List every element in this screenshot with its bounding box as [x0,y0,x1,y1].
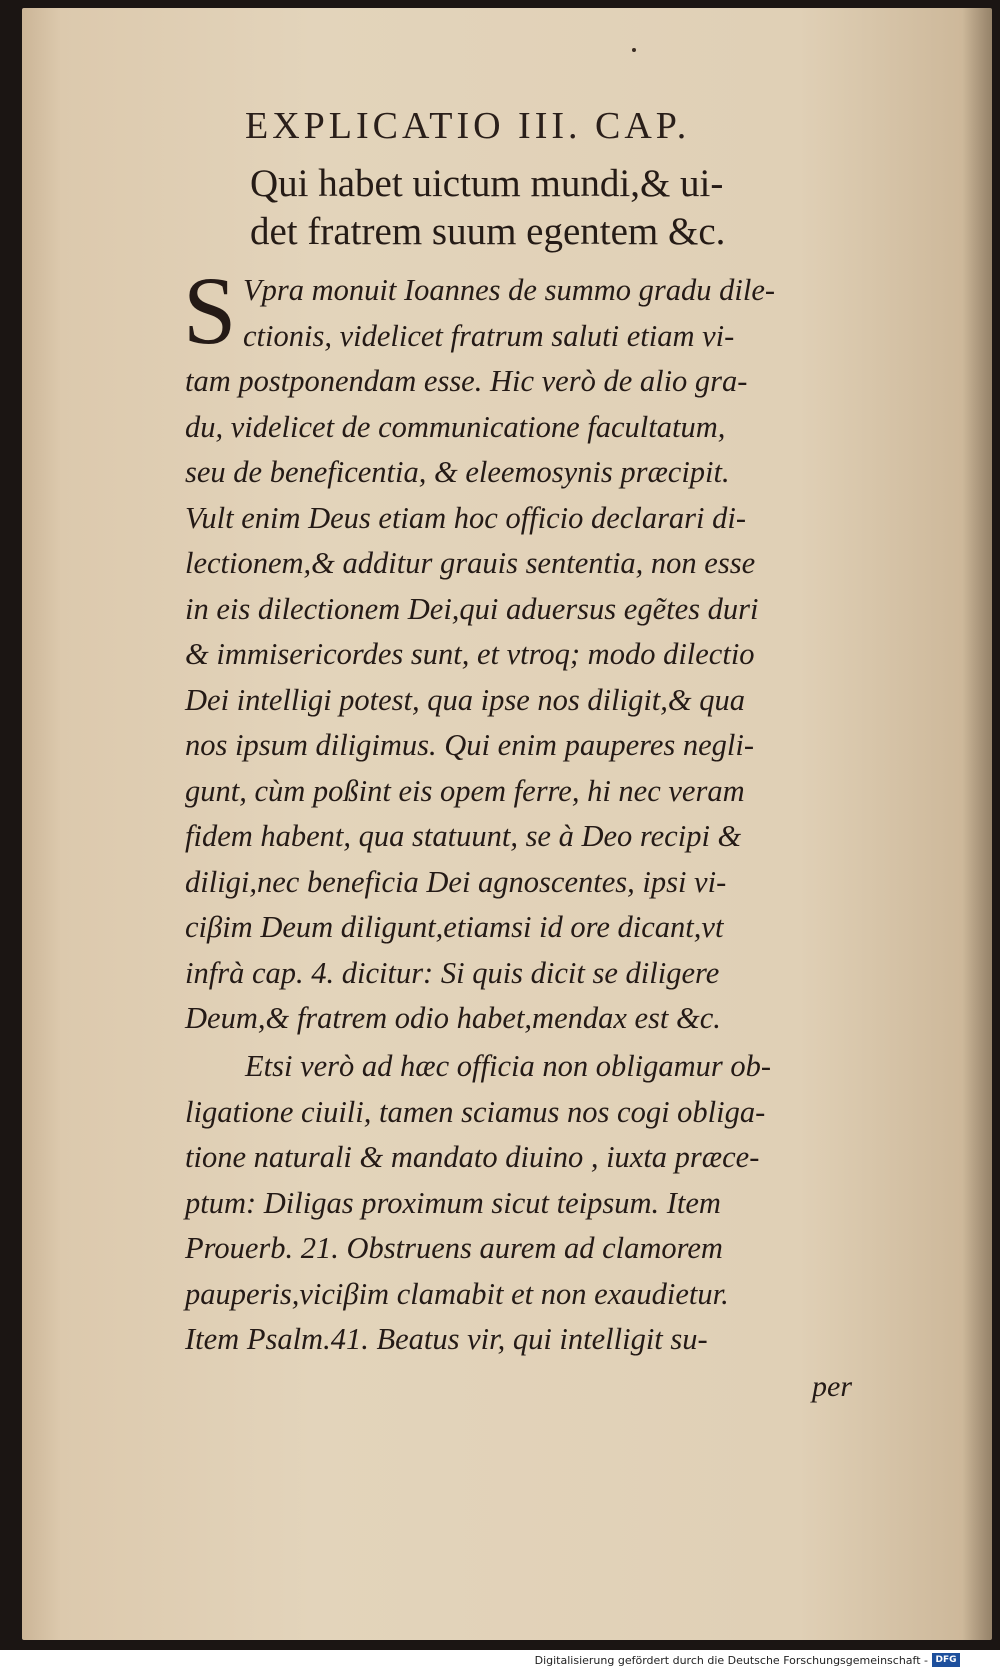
running-head: EXPLICATIO III. CAP. [245,105,691,147]
text-line: Deum,& fratrem odio habet,mendax est &c. [185,1001,721,1035]
text-line: infrà cap. 4. dicitur: Si quis dicit se diligere [185,955,720,990]
paragraph-1 [183,257,900,1042]
catchword: per [812,1370,852,1403]
text-line: du, videlicet de communicatione facultatum, [185,409,726,444]
text-line: ciβim Deum diligunt,etiamsi id ore dicant,vt [185,910,724,944]
text-line: Item Psalm.41. Beatus vir, qui intelligit su- [185,1322,708,1356]
paragraph-2 [185,1044,900,1363]
funding-notice: Digitalisierung gefördert durch die Deutsche Forschungsgemeinschaft - [534,1654,928,1667]
text-line: fidem habent, qua statuunt, se à Deo recipi & [185,819,742,853]
text-line: pauperis,viciβim clamabit et non exaudietur. [185,1276,729,1311]
text-line: & immisericordes sunt, et vtroq; modo dilectio [185,637,755,671]
verse-quotation [250,160,890,256]
text-line: tione naturali & mandato diuino , iuxta præce- [185,1140,760,1174]
text-line: gunt, cùm poßint eis opem ferre, hi nec veram [185,773,745,808]
dfg-logo[interactable]: DFG [932,1653,960,1667]
text-line: ptum: Diligas proximum sicut teipsum. Item [185,1185,721,1220]
text-line: in eis dilectionem Dei,qui aduersus egẽtes duri [185,591,759,626]
print-speck [632,48,636,52]
text-line: nos ipsum diligimus. Qui enim pauperes negli- [185,728,755,762]
text-line: Vult enim Deus etiam hoc officio declarari di- [185,500,747,535]
text-line: Etsi verò ad hæc officia non obligamur ob- [245,1049,772,1083]
text-line: seu de beneficentia, & eleemosynis præcipit. [185,455,730,489]
footer-bar [0,1650,1000,1672]
text-line: ligatione ciuili, tamen sciamus nos cogi obliga- [185,1094,766,1129]
text-line: Prouerb. 21. Obstruens aurem ad clamorem [185,1231,723,1265]
text-line: Dei intelligi potest, qua ipse nos diligit,& qua [185,682,745,717]
verse-line: Qui habet uictum mundi,& ui- [250,162,724,205]
text-line: lectionem,& additur grauis sententia, non esse [185,546,756,580]
text-line: Vpra monuit Ioannes de summo gradu dile- [243,273,776,307]
page-edge-shadow [962,8,992,1640]
verse-line: det fratrem suum egentem &c. [250,210,726,253]
drop-cap-initial: S [183,257,237,364]
text-line: diligi,nec beneficia Dei agnoscentes, ipsi vi- [185,864,727,899]
text-line: tam postponendam esse. Hic verò de alio gra- [185,364,748,398]
text-line: ctionis, videlicet fratrum saluti etiam vi- [243,318,735,353]
